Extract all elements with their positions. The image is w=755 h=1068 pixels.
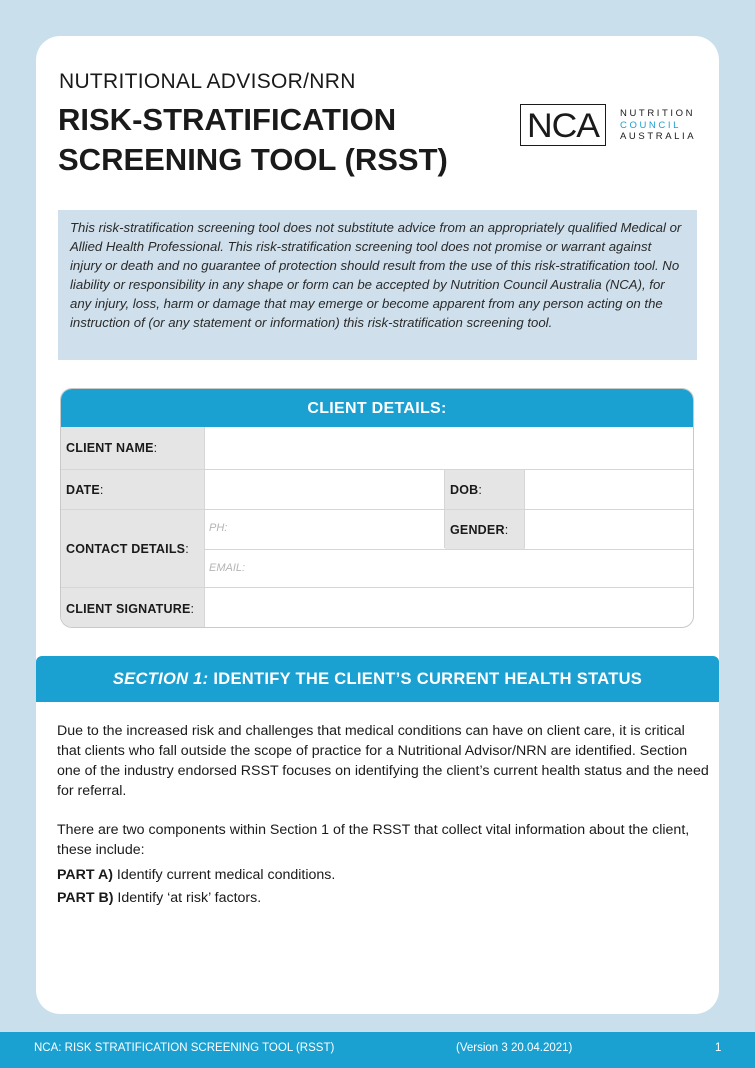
footer-version: (Version 3 20.04.2021) [456,1042,573,1054]
section-1-prefix: SECTION 1: [112,670,209,688]
signature-label-text: CLIENT SIGNATURE [66,601,191,616]
date-row [61,469,693,510]
dob-label-text: DOB [450,483,479,497]
section-1-paragraph-2: There are two components within Section 1 of the RSST that collect vital information about the client, these include: [57,822,690,858]
date-field[interactable] [204,470,444,510]
part-b-text: Identify ‘at risk’ factors. [113,890,262,906]
part-b-label: PART B) [57,890,114,906]
colon: : [185,542,189,556]
grid-line [204,427,205,628]
gender-label [445,510,525,549]
client-details-heading: CLIENT DETAILS: [61,389,693,427]
client-name-row [61,427,693,469]
logo-line-3: AUSTRALIA [620,131,697,142]
grid-line [444,469,445,548]
contact-label [61,510,204,588]
contact-label-text: CONTACT DETAILS [66,542,186,556]
logo-line-1: NUTRITION [620,108,696,119]
phone-field[interactable] [204,510,444,549]
date-label [61,470,204,510]
phone-placeholder: PH: [209,522,228,534]
disclaimer-box: This risk-stratification screening tool does not substitute advice from an appropriately qualified Medical or Allied Health Professional. This risk-stratification screening tool does not promise or warrant against injury or death and no guarantee of protection should result from the use of this risk-stratification tool. No liability or responsibility in any shape or form can be accepted by Nutrition Council Australia (NCA), for any injury, loss, harm or damage that may emerge or become apparent from any person acting on the instruction of (or any statement or information) this risk-stratification screening tool. [58,210,697,360]
email-placeholder: EMAIL: [209,562,246,574]
date-label-text: DATE [66,483,100,497]
nca-logo-wordmark [620,108,696,143]
grid-line [524,469,525,548]
part-a-label: PART A) [57,867,113,883]
colon: : [99,483,104,497]
part-a-item [57,867,335,883]
client-details-table [60,388,694,628]
gender-label-text: GENDER [450,522,505,537]
logo-mark-text: NCA [527,107,601,143]
signature-field[interactable] [204,588,693,628]
dob-field[interactable] [525,470,693,510]
gender-field[interactable] [525,510,693,549]
client-name-field[interactable] [204,427,693,469]
section-1-heading [36,656,719,702]
page-supertitle: NUTRITIONAL ADVISOR/NRN [59,70,356,93]
dob-label [445,470,525,510]
colon: : [153,441,158,455]
section-1-paragraph-1: Due to the increased risk and challenges that medical conditions can have on client care, it is critical that clients who fall outside the scope of practice for a Nutritional Advisor/NRN are identified. Section one of the industry endorsed RSST focuses on identifying the client’s current health status and the need for referral. [57,723,709,799]
colon: : [478,483,483,497]
signature-label [61,588,204,628]
nca-logo-mark [520,104,606,146]
client-name-label-text: CLIENT NAME [66,441,154,455]
title-line-2: SCREENING TOOL (RSST) [58,142,448,177]
part-a-text: Identify current medical conditions. [112,867,336,883]
colon: : [504,522,509,537]
contact-row [61,509,693,588]
part-b-item [57,890,261,906]
logo-line-2: COUNCIL [620,119,681,131]
section-1-heading-text: IDENTIFY THE CLIENT’S CURRENT HEALTH STATUS [208,670,643,688]
footer-page-number: 1 [715,1042,722,1054]
title-line-1: RISK-STRATIFICATION [58,102,397,137]
email-field[interactable] [204,550,693,588]
signature-row [61,587,693,628]
nca-logo-icon [523,107,603,143]
page-footer [0,1032,755,1068]
footer-document-title: NCA: RISK STRATIFICATION SCREENING TOOL (RSST) [34,1042,335,1054]
client-name-label [61,427,204,469]
page-title [58,100,478,180]
nca-logo [520,104,697,146]
colon: : [190,601,195,616]
